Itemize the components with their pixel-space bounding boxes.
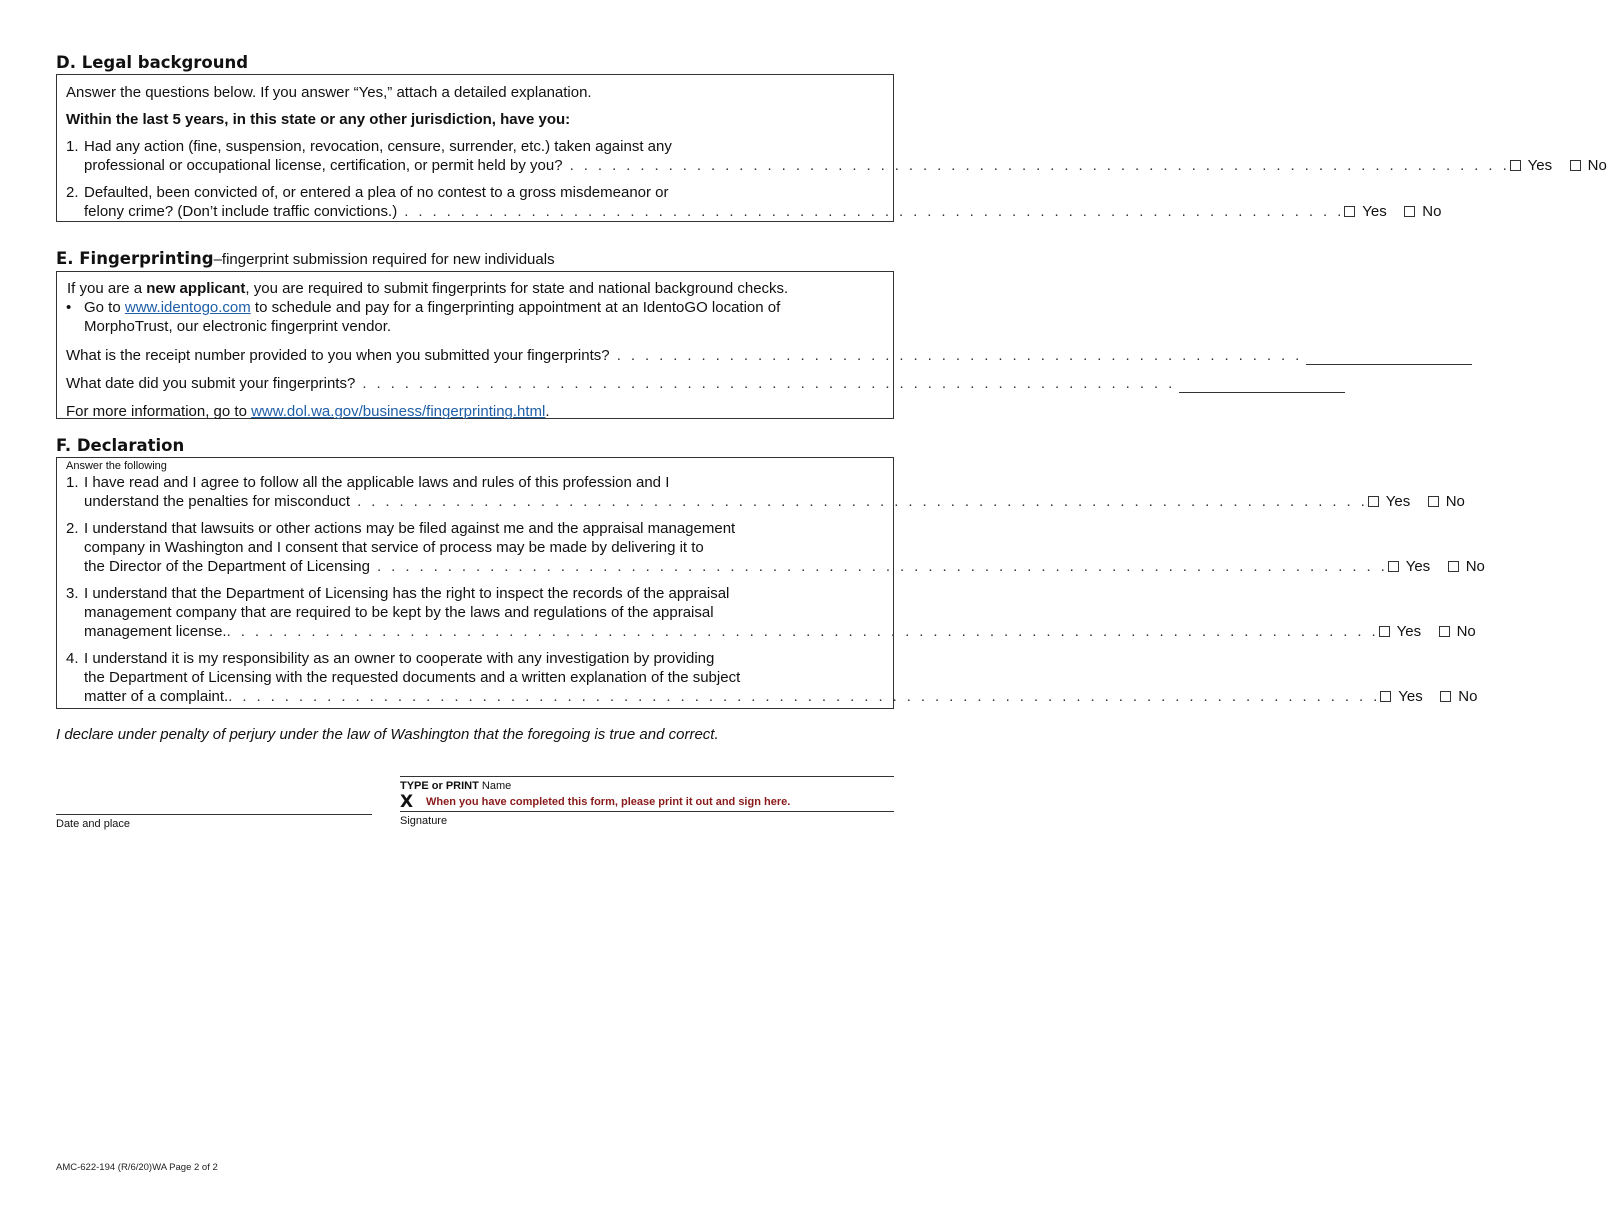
question-number: 1.: [66, 138, 79, 155]
no-label: No: [1456, 623, 1476, 640]
bullet-text: Go to: [84, 299, 125, 316]
no-label: No: [1422, 203, 1442, 220]
section-d-box: [56, 74, 1607, 222]
leader-dots: . . . . . . . . . . . . . . . . . . . . . . . . . . . . . . . . . . . . . . . . . . . . . . . . . . . . . . . . . . . . . . . . . . . . . . . . . . . . . . . . . .: [228, 688, 1381, 705]
question-text-2: the Department of Licensing with the requested documents and a written explanation of the subject: [84, 669, 741, 686]
receipt-number-field[interactable]: [1306, 351, 1472, 365]
leader-dots: . . . . . . . . . . . . . . . . . . . . . . . . . . . . . . . . . . . . . . . . . . . . . . . . . . . . . . . . . . . . . . . . . . .: [397, 203, 1345, 220]
question-text: I understand that lawsuits or other actions may be filed against me and the appraisal management: [84, 520, 736, 537]
yes-checkbox[interactable]: [1344, 206, 1355, 217]
question-text-last: felony crime? (Don’t include traffic convictions.): [84, 203, 398, 220]
yes-checkbox[interactable]: [1380, 691, 1391, 702]
legal-question-1: [66, 137, 1607, 175]
yes-label: Yes: [1362, 203, 1387, 220]
yes-label: Yes: [1527, 157, 1553, 174]
no-label: No: [1458, 688, 1478, 705]
section-e-intro: [67, 279, 884, 298]
fingerprint-bullet: [66, 298, 884, 336]
leader-dots: . . . . . . . . . . . . . . . . . . . . . . . . . . . . . . . . . . . . . . . . . . . . . . . . .: [609, 347, 1303, 364]
no-checkbox[interactable]: [1428, 496, 1439, 507]
question-text-2: management company that are required to be kept by the laws and regulations of the appraisal: [84, 604, 714, 621]
date-place-line[interactable]: [56, 814, 372, 830]
no-checkbox[interactable]: [1439, 626, 1450, 637]
bullet-glyph: •: [66, 299, 72, 316]
print-name-line[interactable]: [400, 776, 894, 792]
leader-dots: . . . . . . . . . . . . . . . . . . . . . . . . . . . . . . . . . . . . . . . . . . . . . . . . . . . . . . . . . . . . . . . . . . . . . . . .: [369, 558, 1388, 575]
yes-label: Yes: [1398, 688, 1423, 705]
identogo-link[interactable]: www.identogo.com: [124, 299, 251, 316]
question-text-last: understand the penalties for misconduct: [84, 493, 350, 510]
more-info-period: .: [545, 403, 550, 420]
question-text-2: company in Washington and I consent that service of process may be made by delivering it to: [84, 539, 704, 556]
more-info-text: For more information, go to: [66, 403, 252, 420]
question-number: 4.: [66, 650, 79, 667]
question-text-last: the Director of the Department of Licensing: [84, 558, 370, 575]
question-number: 2.: [66, 520, 79, 537]
no-checkbox[interactable]: [1448, 561, 1459, 572]
no-label: No: [1587, 157, 1607, 174]
leader-dots: . . . . . . . . . . . . . . . . . . . . . . . . . . . . . . . . . . . . . . . . . . . . . . . . . . . . . . . . . .: [355, 375, 1176, 392]
section-f-title: F. Declaration: [56, 436, 185, 455]
leader-dots: . . . . . . . . . . . . . . . . . . . . . . . . . . . . . . . . . . . . . . . . . . . . . . . . . . . . . . . . . . . . . . . . . . . . . . . . . . . . . . . . . .: [226, 623, 1379, 640]
yes-checkbox[interactable]: [1379, 626, 1390, 637]
question-text-last: matter of a complaint.: [84, 688, 229, 705]
leader-dots: . . . . . . . . . . . . . . . . . . . . . . . . . . . . . . . . . . . . . . . . . . . . . . . . . . . . . . . . . . . . . . . . . . .: [562, 157, 1510, 174]
section-e-title: [56, 248, 894, 271]
question-text-last: professional or occupational license, certification, or permit held by you?: [84, 157, 563, 174]
form-page: [56, 52, 1607, 856]
no-label: No: [1445, 493, 1465, 510]
question-number: 3.: [66, 585, 79, 602]
signature-block: [400, 776, 894, 827]
fingerprint-date-field[interactable]: [1179, 379, 1345, 393]
bullet-text-line2: MorphoTrust, our electronic fingerprint vendor.: [84, 318, 392, 335]
section-e-title-text: E. Fingerprinting: [56, 249, 214, 268]
name-label: Name: [478, 780, 512, 792]
form-footer: AMC-622-194 (R/6/20)WA Page 2 of 2: [56, 1162, 218, 1173]
question-text: I understand it is my responsibility as an owner to cooperate with any investigation by providing: [84, 650, 715, 667]
yes-checkbox[interactable]: [1510, 160, 1521, 171]
section-e-subtitle: –fingerprint submission required for new individuals: [213, 251, 555, 268]
section-e-box: [56, 271, 1303, 420]
question-text: Had any action (fine, suspension, revocation, censure, surrender, etc.) taken against any: [84, 138, 672, 155]
no-checkbox[interactable]: [1440, 691, 1451, 702]
fingerprint-date-row: [66, 374, 1176, 393]
more-info: [66, 402, 884, 421]
signature-instruction-row: [400, 793, 894, 811]
section-f-box: [56, 457, 1485, 709]
declaration-question-3: [66, 584, 1476, 641]
declaration-question-1: [66, 473, 1465, 511]
legal-question-2: [66, 183, 1442, 221]
leader-dots: . . . . . . . . . . . . . . . . . . . . . . . . . . . . . . . . . . . . . . . . . . . . . . . . . . . . . . . . . . . . . . . . . . . . . . . .: [350, 493, 1368, 510]
perjury-declaration: I declare under penalty of perjury under the law of Washington that the foregoing is true and correct.: [56, 726, 719, 743]
section-f-instruction: Answer the following: [66, 460, 167, 472]
question-text: I understand that the Department of Licensing has the right to inspect the records of the appraisal: [84, 585, 730, 602]
no-checkbox[interactable]: [1404, 206, 1415, 217]
fingerprint-date-label: What date did you submit your fingerprints?: [66, 375, 356, 392]
declaration-question-4: [66, 649, 1478, 706]
receipt-number-row: [66, 346, 1303, 365]
yes-checkbox[interactable]: [1368, 496, 1379, 507]
section-d-title: D. Legal background: [56, 53, 249, 72]
type-print-label: TYPE or PRINT: [400, 780, 479, 792]
intro-bold: new applicant: [146, 280, 246, 297]
no-label: No: [1465, 558, 1485, 575]
signature-line[interactable]: [400, 811, 894, 827]
signature-area: [56, 776, 894, 856]
question-text: Defaulted, been convicted of, or entered a plea of no contest to a gross misdemeanor or: [84, 184, 669, 201]
section-d-heading: Within the last 5 years, in this state or any other jurisdiction, have you:: [66, 111, 571, 128]
yes-label: Yes: [1405, 558, 1431, 575]
x-mark-icon: X: [400, 792, 414, 812]
sign-here-note: When you have completed this form, please print it out and sign here.: [426, 796, 791, 808]
yes-label: Yes: [1396, 623, 1422, 640]
yes-checkbox[interactable]: [1388, 561, 1399, 572]
fingerprinting-link[interactable]: www.dol.wa.gov/business/fingerprinting.html: [251, 403, 546, 420]
date-place-label: Date and place: [56, 818, 130, 830]
question-text: I have read and I agree to follow all the applicable laws and rules of this profession and I: [84, 474, 670, 491]
bullet-text-rest: to schedule and pay for a fingerprinting appointment at an IdentoGO location of: [250, 299, 781, 316]
yes-label: Yes: [1385, 493, 1411, 510]
declaration-question-2: [66, 519, 1485, 576]
section-d-intro: Answer the questions below. If you answer “Yes,” attach a detailed explanation.: [66, 84, 592, 101]
no-checkbox[interactable]: [1570, 160, 1581, 171]
question-number: 1.: [66, 474, 79, 491]
intro-text: If you are a: [67, 280, 147, 297]
question-text-last: management license.: [84, 623, 227, 640]
receipt-number-label: What is the receipt number provided to you when you submitted your fingerprints?: [66, 347, 610, 364]
question-number: 2.: [66, 184, 79, 201]
intro-text-rest: , you are required to submit fingerprints for state and national background checks.: [245, 280, 789, 297]
signature-label: Signature: [400, 815, 448, 827]
